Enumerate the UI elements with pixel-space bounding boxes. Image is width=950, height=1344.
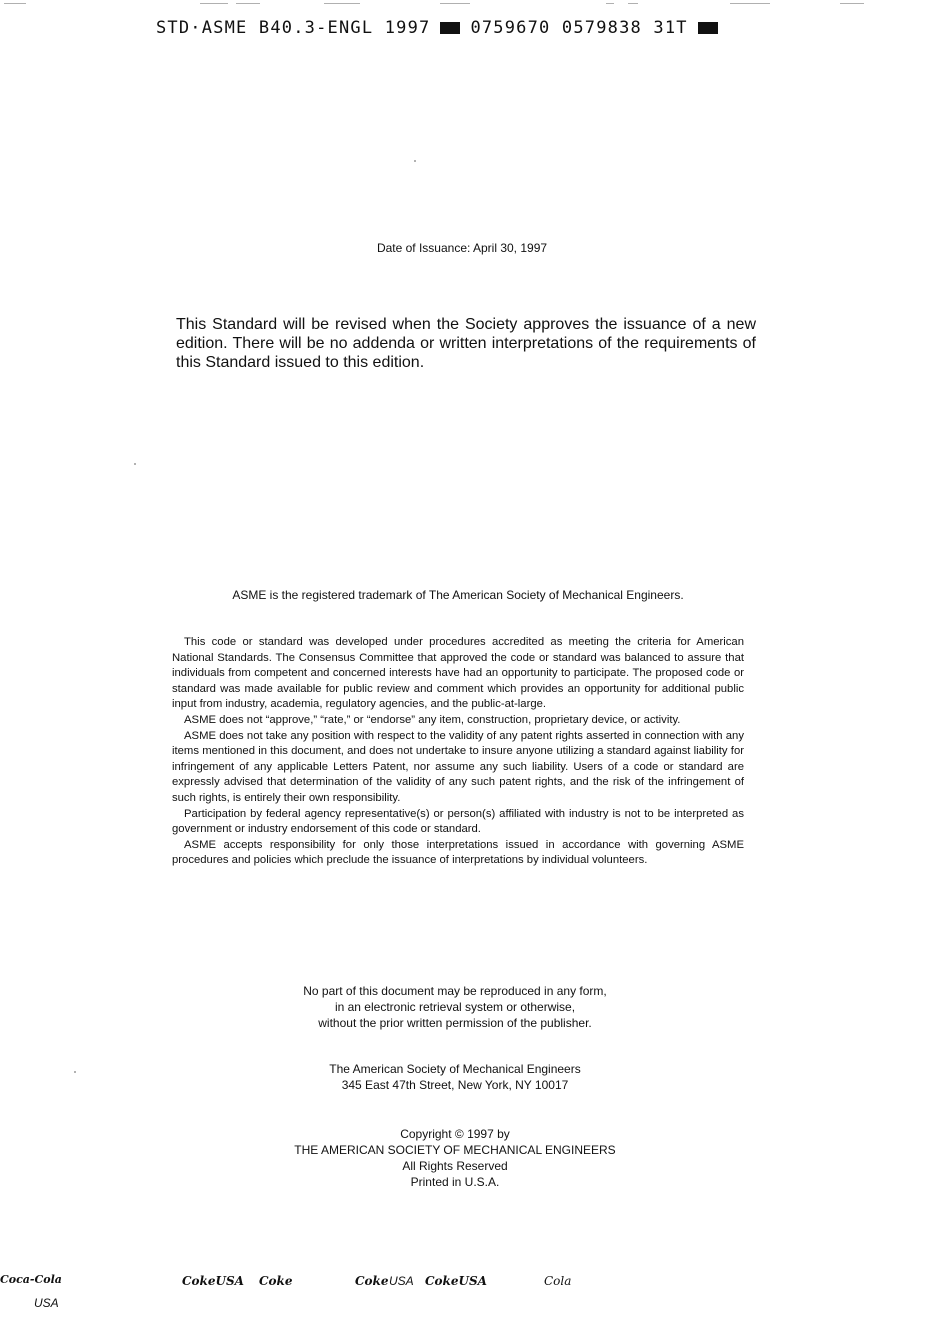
footer-brand-mark: Coke xyxy=(355,1274,389,1288)
footer-brand-mark: Cola xyxy=(544,1274,572,1288)
copyright-holder: THE AMERICAN SOCIETY OF MECHANICAL ENGINEERS xyxy=(294,1143,616,1157)
document-code-header xyxy=(156,18,756,38)
scan-speck xyxy=(134,463,136,465)
legal-paragraph: ASME does not “approve,” “rate,” or “endorse” any item, construction, proprietary device, or activity. xyxy=(184,713,681,726)
copyright-line: Copyright © 1997 by xyxy=(400,1127,510,1141)
legal-paragraph: ASME does not take any position with respect to the validity of any patent rights asserted in connection with any items mentioned in this document, and does not undertake to insure anyone utilizing a standard against liability for infringement of any applicable Letters Patent, nor assume any such liability. Users of a code or standard are expressly advised that determination of the validity of any such patent rights, and the risk of the infringement of such rights, is entirely their own responsibility. xyxy=(172,729,744,804)
block-mark-icon xyxy=(698,22,718,34)
publisher-name: The American Society of Mechanical Engineers xyxy=(329,1062,581,1076)
reproduction-line: without the prior written permission of the publisher. xyxy=(318,1016,592,1030)
coca-cola-logo-mark: Coca-Cola xyxy=(0,1273,62,1286)
legal-paragraph: ASME accepts responsibility for only those interpretations issued in accordance with governing ASME procedures and policies which preclude the issuance of interpretations by individual volunteers. xyxy=(172,838,744,867)
legal-paragraph: Participation by federal agency representative(s) or person(s) affiliated with industry is not to be interpreted as government or industry endorsement of this code or standard. xyxy=(172,807,744,836)
footer-brand-mark: Coke xyxy=(259,1274,293,1288)
publisher-address: 345 East 47th Street, New York, NY 10017 xyxy=(341,1078,569,1092)
scan-speck xyxy=(74,1071,76,1073)
document-control-number: 0759670 0579838 31T xyxy=(470,18,688,38)
rights-reserved: All Rights Reserved xyxy=(402,1159,508,1173)
scan-artifacts xyxy=(0,3,950,7)
copyright-block xyxy=(0,1126,910,1190)
document-code: STD·ASME B40.3-ENGL 1997 xyxy=(156,18,431,38)
footer-usa-mark: USA xyxy=(34,1296,59,1310)
footer-brand-mark: CokeUSA xyxy=(182,1274,244,1288)
reproduction-line: in an electronic retrieval system or otherwise, xyxy=(334,1000,576,1014)
footer-brand-mark: CokeUSA xyxy=(425,1274,487,1288)
legal-paragraph: This code or standard was developed under procedures accredited as meeting the criteria for American National Standards. The Consensus Committee that approved the code or standard was balanced to assure that individuals from competent and concerned interests have had an opportunity to participate. The proposed code or standard was made available for public review and comment which provides an opportunity for additional public input from industry, academia, regulatory agencies, and the public-at-large. xyxy=(172,636,744,711)
revision-notice: This Standard will be revised when the Society approves the issuance of a new edition. There will be no addenda or written interpretations of the requirements of this Standard issued to this edition. xyxy=(176,316,756,371)
date-of-issuance: Date of Issuance: April 30, 1997 xyxy=(376,241,548,255)
scan-speck xyxy=(414,160,416,162)
legal-disclaimer xyxy=(172,635,744,869)
reproduction-notice xyxy=(0,983,910,1031)
block-mark-icon xyxy=(440,22,460,34)
reproduction-line: No part of this document may be reproduced in any form, xyxy=(303,984,607,998)
footer-usa-mark: USA xyxy=(389,1274,414,1288)
trademark-notice: ASME is the registered trademark of The American Society of Mechanical Engineers. xyxy=(232,588,684,602)
printed-in: Printed in U.S.A. xyxy=(410,1175,500,1189)
publisher-block xyxy=(0,1061,910,1093)
